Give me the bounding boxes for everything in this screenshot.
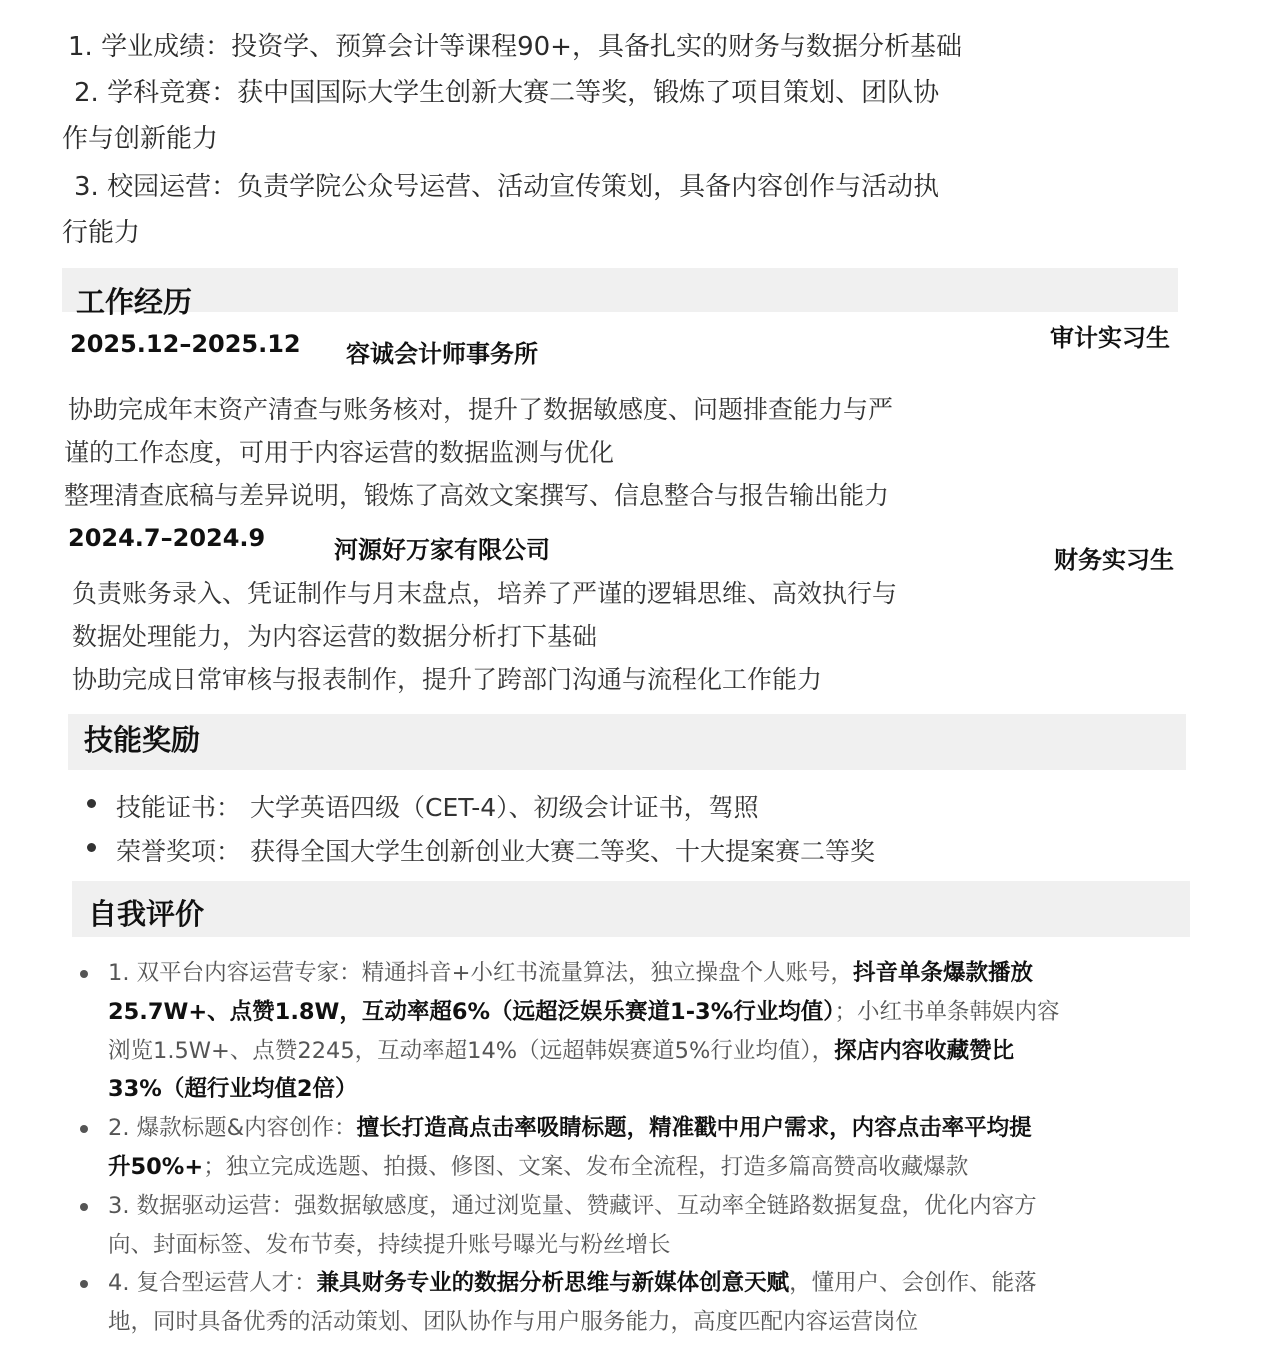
self-eval-bullet-1 [80, 970, 88, 978]
work-entry-2-line-2: 数据处理能力，为内容运营的数据分析打下基础 [72, 622, 598, 651]
work-entry-1-line-2: 谨的工作态度，可用于内容运营的数据监测与优化 [64, 438, 615, 467]
skills-item-1-label: 技能证书： [116, 793, 242, 822]
work-entry-1-line-1: 协助完成年末资产清查与账务核对，提升了数据敏感度、问题排查能力与严 [68, 395, 894, 424]
self-eval-item-1-line-1 [108, 955, 1033, 987]
education-item-3-cont: 行能力 [62, 218, 141, 248]
work-entry-1-line-3: 整理清查底稿与差异说明，锻炼了高效文案撰写、信息整合与报告输出能力 [64, 481, 890, 510]
skills-section-header [68, 714, 1186, 770]
work-entry-2-date: 2024.7–2024.9 [68, 524, 266, 552]
work-entry-1-company: 容诚会计师事务所 [346, 340, 538, 368]
self-eval-item-3-line-2 [108, 1227, 671, 1259]
work-entry-2-line-1: 负责账务录入、凭证制作与月末盘点，培养了严谨的逻辑思维、高效执行与 [72, 579, 898, 608]
self-eval-text-run: ；独立完成选题、拍摄、修图、文案、发布全流程，打造多篇高赞高收藏爆款 [203, 1154, 969, 1180]
skills-bullet-1 [87, 799, 96, 808]
self-eval-item-4-line-2 [108, 1304, 918, 1336]
skills-item-2-value: 获得全国大学生创新创业大赛二等奖、十大提案赛二等奖 [250, 837, 876, 866]
self-eval-text-run: 兼具财务专业的数据分析思维与新媒体创意天赋 [316, 1270, 790, 1297]
self-eval-bullet-4 [80, 1280, 88, 1288]
education-item-1: 1. 学业成绩：投资学、预算会计等课程90+，具备扎实的财务与数据分析基础 [68, 32, 962, 62]
work-entry-2-role: 财务实习生 [1054, 546, 1174, 574]
self-eval-text-run: 1. 双平台内容运营专家：精通抖音+小红书流量算法，独立操盘个人账号， [108, 960, 853, 986]
self-eval-section-title: 自我评价 [88, 897, 205, 931]
self-eval-text-run: 擅长打造高点击率吸睛标题，精准戳中用户需求，内容点击率平均提 [356, 1115, 1032, 1142]
skills-item-1-value: 大学英语四级（CET-4）、初级会计证书，驾照 [250, 793, 759, 822]
education-item-2-cont: 作与创新能力 [62, 124, 219, 154]
self-eval-text-run: 探店内容收藏赞比 [834, 1037, 1015, 1064]
self-eval-text-run: 3. 数据驱动运营：强数据敏感度，通过浏览量、赞藏评、互动率全链路数据复盘，优化内容方 [108, 1192, 1037, 1219]
self-eval-text-run: 地，同时具备优秀的活动策划、团队协作与用户服务能力，高度匹配内容运营岗位 [108, 1309, 919, 1336]
self-eval-item-1-line-4 [108, 1071, 358, 1103]
self-eval-bullet-3 [80, 1203, 88, 1211]
self-eval-text-run: 抖音单条爆款播放 [852, 960, 1033, 986]
work-section-header [62, 268, 1178, 312]
work-entry-2-line-3: 协助完成日常审核与报表制作，提升了跨部门沟通与流程化工作能力 [72, 665, 823, 694]
self-eval-text-run: 向、封面标签、发布节奏，持续提升账号曝光与粉丝增长 [108, 1231, 671, 1258]
self-eval-text-run: 33%（超行业均值2倍） [108, 1076, 358, 1103]
skills-section-title: 技能奖励 [84, 723, 201, 757]
skills-item-2-label: 荣誉奖项： [116, 837, 242, 866]
work-entry-1-date: 2025.12–2025.12 [70, 330, 301, 358]
self-eval-text-run: 25.7W+、点赞1.8W，互动率超6%（远超泛娱乐赛道1-3%行业均值） [108, 998, 835, 1025]
self-eval-text-run: 4. 复合型运营人才： [108, 1270, 317, 1297]
self-eval-text-run: 升50%+ [108, 1154, 204, 1180]
work-entry-2-company: 河源好万家有限公司 [334, 536, 550, 564]
self-eval-text-run: ；小红书单条韩娱内容 [834, 998, 1060, 1025]
education-item-2: 2. 学科竞赛：获中国国际大学生创新大赛二等奖，锻炼了项目策划、团队协 [74, 78, 940, 108]
skills-bullet-2 [87, 843, 96, 852]
self-eval-item-2-line-1 [108, 1110, 1032, 1142]
self-eval-text-run: 浏览1.5W+、点赞2245，互动率超14%（远超韩娱赛道5%行业均值）， [108, 1037, 835, 1064]
self-eval-text-run: 2. 爆款标题&内容创作： [108, 1115, 357, 1142]
self-eval-bullet-2 [80, 1125, 88, 1133]
self-eval-item-4-line-1 [108, 1265, 1037, 1297]
self-eval-text-run: ，懂用户、会创作、能落 [789, 1270, 1037, 1297]
work-entry-1-role: 审计实习生 [1050, 324, 1170, 352]
self-eval-item-1-line-3 [108, 1033, 1014, 1065]
self-eval-item-1-line-2 [108, 994, 1060, 1026]
education-item-3: 3. 校园运营：负责学院公众号运营、活动宣传策划，具备内容创作与活动执 [74, 172, 940, 202]
self-eval-item-3-line-1 [108, 1188, 1037, 1220]
self-eval-item-2-line-2 [108, 1149, 968, 1181]
work-section-title: 工作经历 [76, 285, 193, 319]
self-eval-section-header [72, 881, 1190, 937]
